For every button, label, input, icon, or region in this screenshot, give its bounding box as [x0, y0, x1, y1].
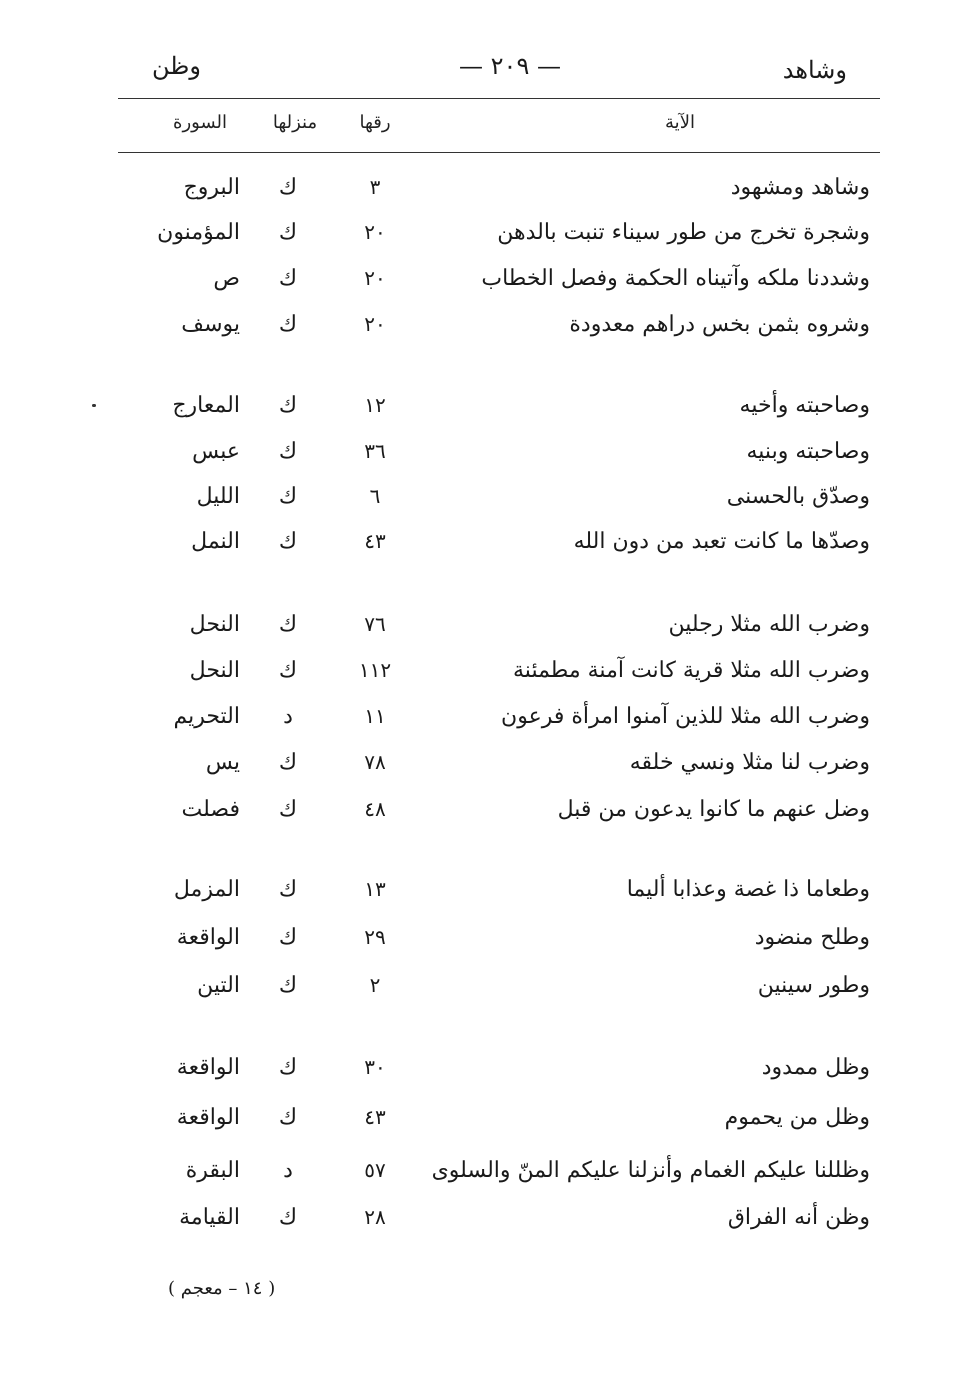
revelation-mark: ك	[278, 925, 298, 950]
column-header-number: رقها	[359, 112, 391, 133]
table-row	[0, 529, 965, 569]
surah-name: البروج	[183, 175, 240, 200]
ayah-text: وشددنا ملكه وآتيناه الحكمة وفصل الخطاب	[481, 266, 870, 291]
surah-name: عبس	[192, 439, 240, 464]
ayah-number: ٢٠	[364, 220, 386, 244]
revelation-mark: ك	[278, 1055, 298, 1080]
running-head-first-word: وشاهد	[782, 56, 847, 84]
ayah-number: ٣٠	[364, 1055, 386, 1079]
column-header-revelation: منزلها	[272, 112, 318, 133]
surah-name: يوسف	[181, 312, 240, 337]
surah-name: التين	[197, 973, 240, 998]
ayah-text: وظل ممدود	[761, 1055, 870, 1080]
revelation-mark: د	[283, 1158, 293, 1183]
ayah-text: وظل من يحموم	[724, 1105, 870, 1130]
table-row	[0, 973, 965, 1013]
surah-name: النحل	[189, 658, 240, 683]
surah-name: المزمل	[173, 877, 240, 902]
revelation-mark: ك	[278, 877, 298, 902]
table-row	[0, 612, 965, 652]
revelation-mark: ك	[278, 484, 298, 509]
column-header-ayah: الآية	[665, 112, 695, 133]
surah-name: ص	[213, 266, 240, 291]
running-head	[0, 52, 965, 92]
ayah-text: وضرب الله مثلا رجلين	[668, 612, 870, 637]
ayah-number: ٤٣	[364, 529, 386, 553]
ayah-number: ٧٦	[364, 612, 386, 636]
table-row	[0, 797, 965, 837]
table-row	[0, 750, 965, 790]
table-row	[0, 1158, 965, 1198]
surah-name: الواقعة	[176, 1105, 240, 1130]
ayah-number: ١٣	[364, 877, 386, 901]
revelation-mark: د	[283, 704, 293, 729]
ayah-text: وطعاما ذا غصة وعذابا أليما	[626, 877, 870, 902]
ayah-text: وضرب الله مثلا للذين آمنوا امرأة فرعون	[501, 704, 870, 729]
revelation-mark: ك	[278, 175, 298, 200]
ayah-text: وصاحبته وبنيه	[746, 439, 870, 464]
surah-name: الواقعة	[176, 925, 240, 950]
ayah-number: ٣	[369, 175, 381, 199]
ayah-number: ٢٠	[364, 312, 386, 336]
header-rule-top	[118, 98, 880, 99]
surah-name: البقرة	[185, 1158, 240, 1183]
table-row	[0, 220, 965, 260]
surah-name: الليل	[196, 484, 240, 509]
surah-name: النمل	[191, 529, 240, 554]
ayah-number: ٢	[369, 973, 381, 997]
ayah-text: وصدّق بالحسنى	[726, 484, 870, 509]
running-head-last-word: وظن	[152, 52, 201, 80]
revelation-mark: ك	[278, 266, 298, 291]
surah-name: المؤمنون	[157, 220, 240, 245]
ayah-text: وشاهد ومشهود	[730, 175, 870, 200]
surah-name: فصلت	[181, 797, 240, 822]
table-row	[0, 877, 965, 917]
table-row	[0, 439, 965, 479]
surah-name: النحل	[189, 612, 240, 637]
revelation-mark: ك	[278, 393, 298, 418]
table-row	[0, 1055, 965, 1095]
ayah-text: وضرب الله مثلا قرية كانت آمنة مطمئنة	[513, 658, 870, 683]
revelation-mark: ك	[278, 1205, 298, 1230]
revelation-mark: ك	[278, 220, 298, 245]
surah-name: يس	[205, 750, 240, 775]
ayah-text: وصاحبته وأخيه	[739, 393, 870, 418]
column-header-surah: السورة	[173, 112, 227, 133]
revelation-mark: ك	[278, 1105, 298, 1130]
revelation-mark: ك	[278, 658, 298, 683]
ayah-text: وطور سينين	[757, 973, 870, 998]
ayah-text: وظن أنه الفراق	[727, 1205, 870, 1230]
page-number: — ٢٠٩ —	[459, 52, 561, 80]
ayah-number: ٤٣	[364, 1105, 386, 1129]
ayah-number: ١١	[364, 704, 386, 728]
ayah-number: ٣٦	[364, 439, 386, 463]
surah-name: القيامة	[179, 1205, 240, 1230]
ayah-text: وشجرة تخرج من طور سيناء تنبت بالدهن	[497, 220, 870, 245]
ayah-text: وضرب لنا مثلا ونسي خلقه	[629, 750, 870, 775]
ayah-text: وظللنا عليكم الغمام وأنزلنا عليكم المنّ والسلوى	[431, 1158, 870, 1183]
surah-name: التحريم	[173, 704, 240, 729]
header-rule-bottom	[118, 152, 880, 153]
ayah-text: وطلح منضود	[754, 925, 870, 950]
ayah-text: وضل عنهم ما كانوا يدعون من قبل	[557, 797, 870, 822]
table-row	[0, 704, 965, 744]
ayah-number: ٢٩	[364, 925, 386, 949]
surah-name: المعارج	[172, 393, 240, 418]
table-row	[0, 266, 965, 306]
ayah-number: ٦	[369, 484, 381, 508]
ayah-text: وصدّها ما كانت تعبد من دون الله	[573, 529, 870, 554]
revelation-mark: ك	[278, 750, 298, 775]
table-row	[0, 312, 965, 352]
signature-mark: ( ١٤ – معجم )	[168, 1278, 276, 1299]
revelation-mark: ك	[278, 312, 298, 337]
revelation-mark: ك	[278, 529, 298, 554]
table-row	[0, 658, 965, 698]
revelation-mark: ك	[278, 797, 298, 822]
ayah-number: ٧٨	[364, 750, 386, 774]
ayah-number: ٤٨	[364, 797, 386, 821]
ayah-number: ٢٨	[364, 1205, 386, 1229]
revelation-mark: ك	[278, 612, 298, 637]
table-row	[0, 925, 965, 965]
table-row	[0, 393, 965, 433]
table-row	[0, 484, 965, 524]
ayah-number: ٢٠	[364, 266, 386, 290]
ayah-number: ٥٧	[364, 1158, 386, 1182]
revelation-mark: ك	[278, 973, 298, 998]
revelation-mark: ك	[278, 439, 298, 464]
ayah-number: ١١٢	[358, 658, 392, 682]
surah-name: الواقعة	[176, 1055, 240, 1080]
table-row	[0, 1205, 965, 1245]
ayah-text: وشروه بثمن بخس دراهم معدودة	[569, 312, 870, 337]
ayah-number: ١٢	[364, 393, 386, 417]
table-row	[0, 175, 965, 215]
table-row	[0, 1105, 965, 1145]
